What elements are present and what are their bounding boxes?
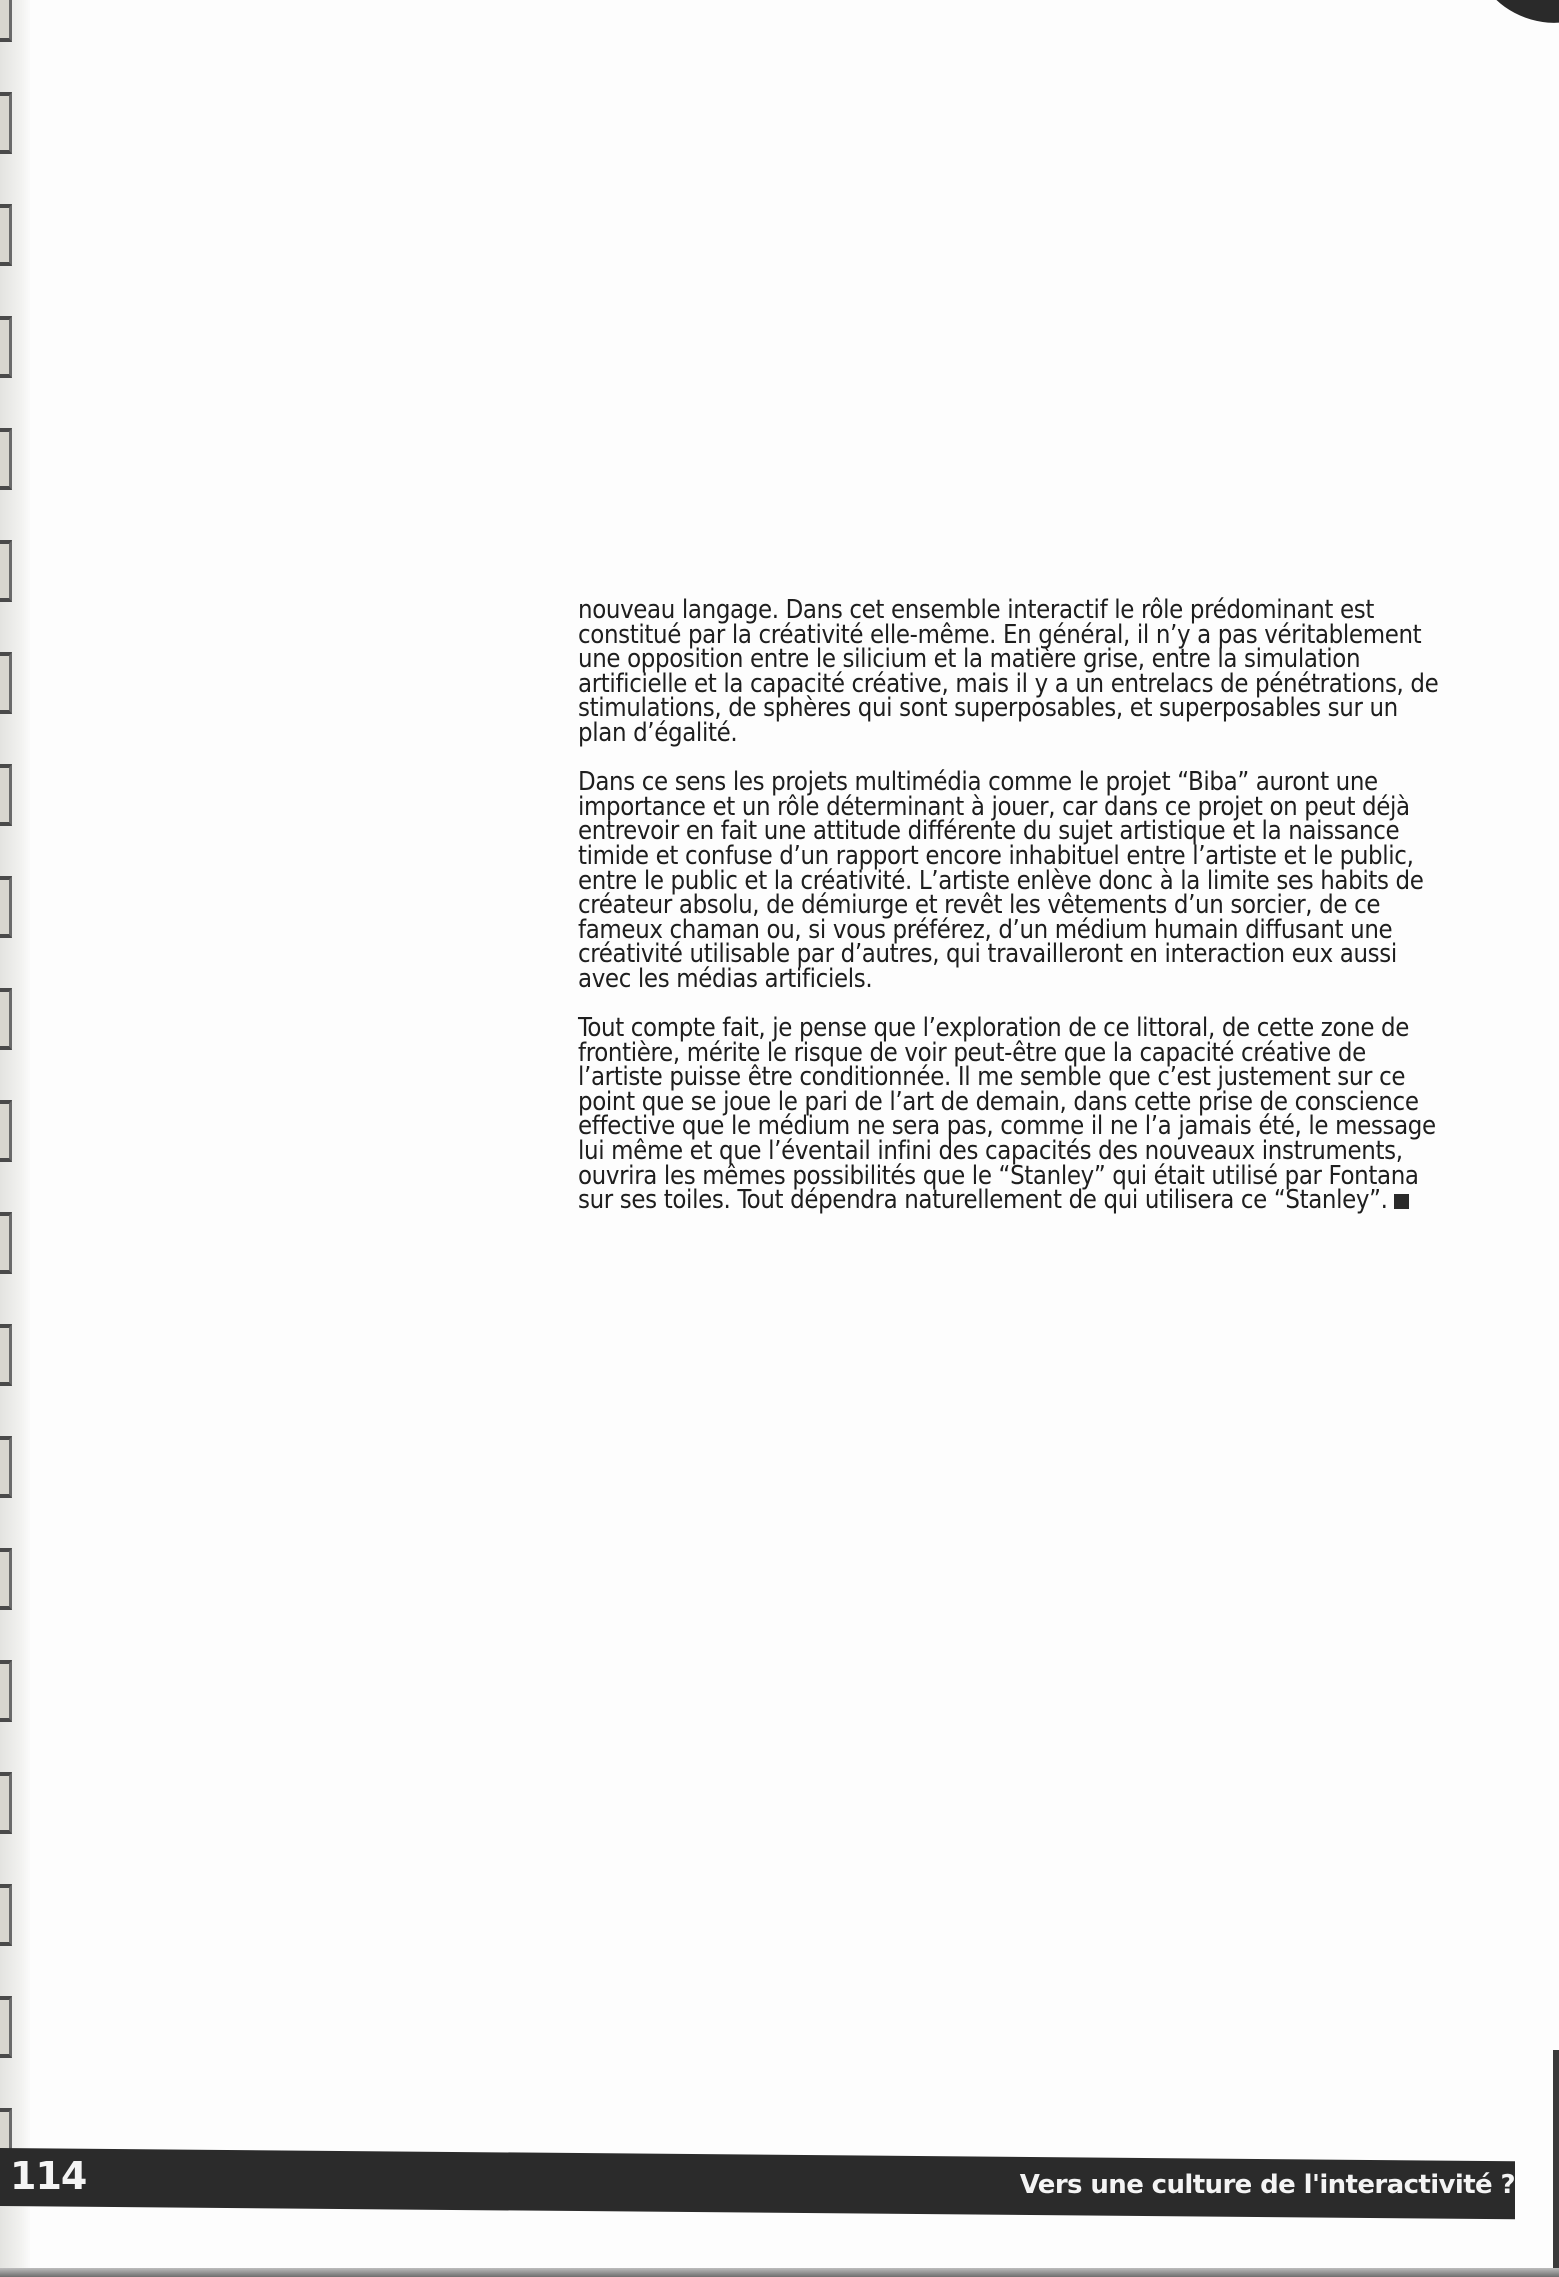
text-line: avec les médias artificiels. <box>578 963 873 994</box>
text-line: ouvrira les mêmes possibilités que le “Stanley” qui était utilisé par Fontana <box>578 1160 1419 1191</box>
binding-ring <box>0 1212 12 1274</box>
text-line: entrevoir en fait une attitude différente du sujet artistique et la naissance <box>578 816 1400 847</box>
text-line: une opposition entre le silicium et la matière grise, entre la simulation <box>578 644 1361 675</box>
binding-ring <box>0 540 12 602</box>
text-line: Tout compte fait, je pense que l’exploration de ce littoral, de cette zone de <box>578 1013 1410 1044</box>
text-line: stimulations, de sphères qui sont superposables, et superposables sur un <box>578 693 1398 724</box>
article-body <box>578 595 1518 1237</box>
text-line: plan d’égalité. <box>578 717 738 748</box>
text-line: importance et un rôle déterminant à jouer, car dans ce projet on peut déjà <box>578 791 1410 822</box>
text-line: lui même et que l’éventail infini des capacités des nouveaux instruments, <box>578 1136 1403 1167</box>
text-line: l’artiste puisse être conditionnée. Il me semble que c’est justement sur ce <box>578 1062 1406 1093</box>
running-title: Vers une culture de l'interactivité ? <box>1019 2170 1515 2200</box>
binding-ring <box>0 1884 12 1946</box>
text-line: frontière, mérite le risque de voir peut-être que la capacité créative de <box>578 1037 1366 1068</box>
binding-ring <box>0 652 12 714</box>
binding-ring <box>0 1996 12 2058</box>
binding-ring <box>0 1660 12 1722</box>
binding-ring <box>0 1436 12 1498</box>
text-line: entre le public et la créativité. L’artiste enlève donc à la limite ses habits de <box>578 865 1424 896</box>
page-number: 114 <box>10 2154 87 2198</box>
binding-ring <box>0 1324 12 1386</box>
binding-ring <box>0 876 12 938</box>
page-bottom-edge <box>0 2268 1559 2277</box>
text-line: effective que le médium ne sera pas, comme il ne l’a jamais été, le message <box>578 1111 1436 1142</box>
binding-ring <box>0 204 12 266</box>
text-line: constitué par la créativité elle-même. En général, il n’y a pas véritablement <box>578 619 1422 650</box>
binding-ring <box>0 0 12 42</box>
binding-ring <box>0 988 12 1050</box>
end-of-article-square-icon <box>1394 1194 1409 1209</box>
paragraph <box>578 767 1518 994</box>
text-line: créateur absolu, de démiurge et revêt les vêtements d’un sorcier, de ce <box>578 890 1381 921</box>
text-line: nouveau langage. Dans cet ensemble interactif le rôle prédominant est <box>578 595 1374 625</box>
text-line <box>578 1185 1518 1216</box>
page-corner-shadow <box>1469 0 1559 38</box>
binding-ring <box>0 1100 12 1162</box>
text-line: timide et confuse d’un rapport encore inhabituel entre l’artiste et le public, <box>578 840 1414 871</box>
text-line: créativité utilisable par d’autres, qui travailleront en interaction eux aussi <box>578 939 1397 970</box>
binding-ring <box>0 764 12 826</box>
text-line: artificielle et la capacité créative, mais il y a un entrelacs de pénétrations, de <box>578 668 1439 699</box>
binding-ring <box>0 92 12 154</box>
text-line: point que se joue le pari de l’art de demain, dans cette prise de conscience <box>578 1086 1419 1117</box>
binding-ring <box>0 428 12 490</box>
binding-ring <box>0 316 12 378</box>
text-line: fameux chaman ou, si vous préférez, d’un médium humain diffusant une <box>578 914 1393 945</box>
paragraph <box>578 595 1518 748</box>
page-edge-shadow <box>1553 2050 1559 2277</box>
binding-ring <box>0 1548 12 1610</box>
paragraph <box>578 1013 1518 1216</box>
binding-ring <box>0 1772 12 1834</box>
spiral-binding <box>0 0 30 2277</box>
text-line-content: sur ses toiles. Tout dépendra naturellement de qui utilisera ce “Stanley”. <box>578 1185 1388 1216</box>
text-line: Dans ce sens les projets multimédia comme le projet “Biba” auront une <box>578 767 1378 798</box>
